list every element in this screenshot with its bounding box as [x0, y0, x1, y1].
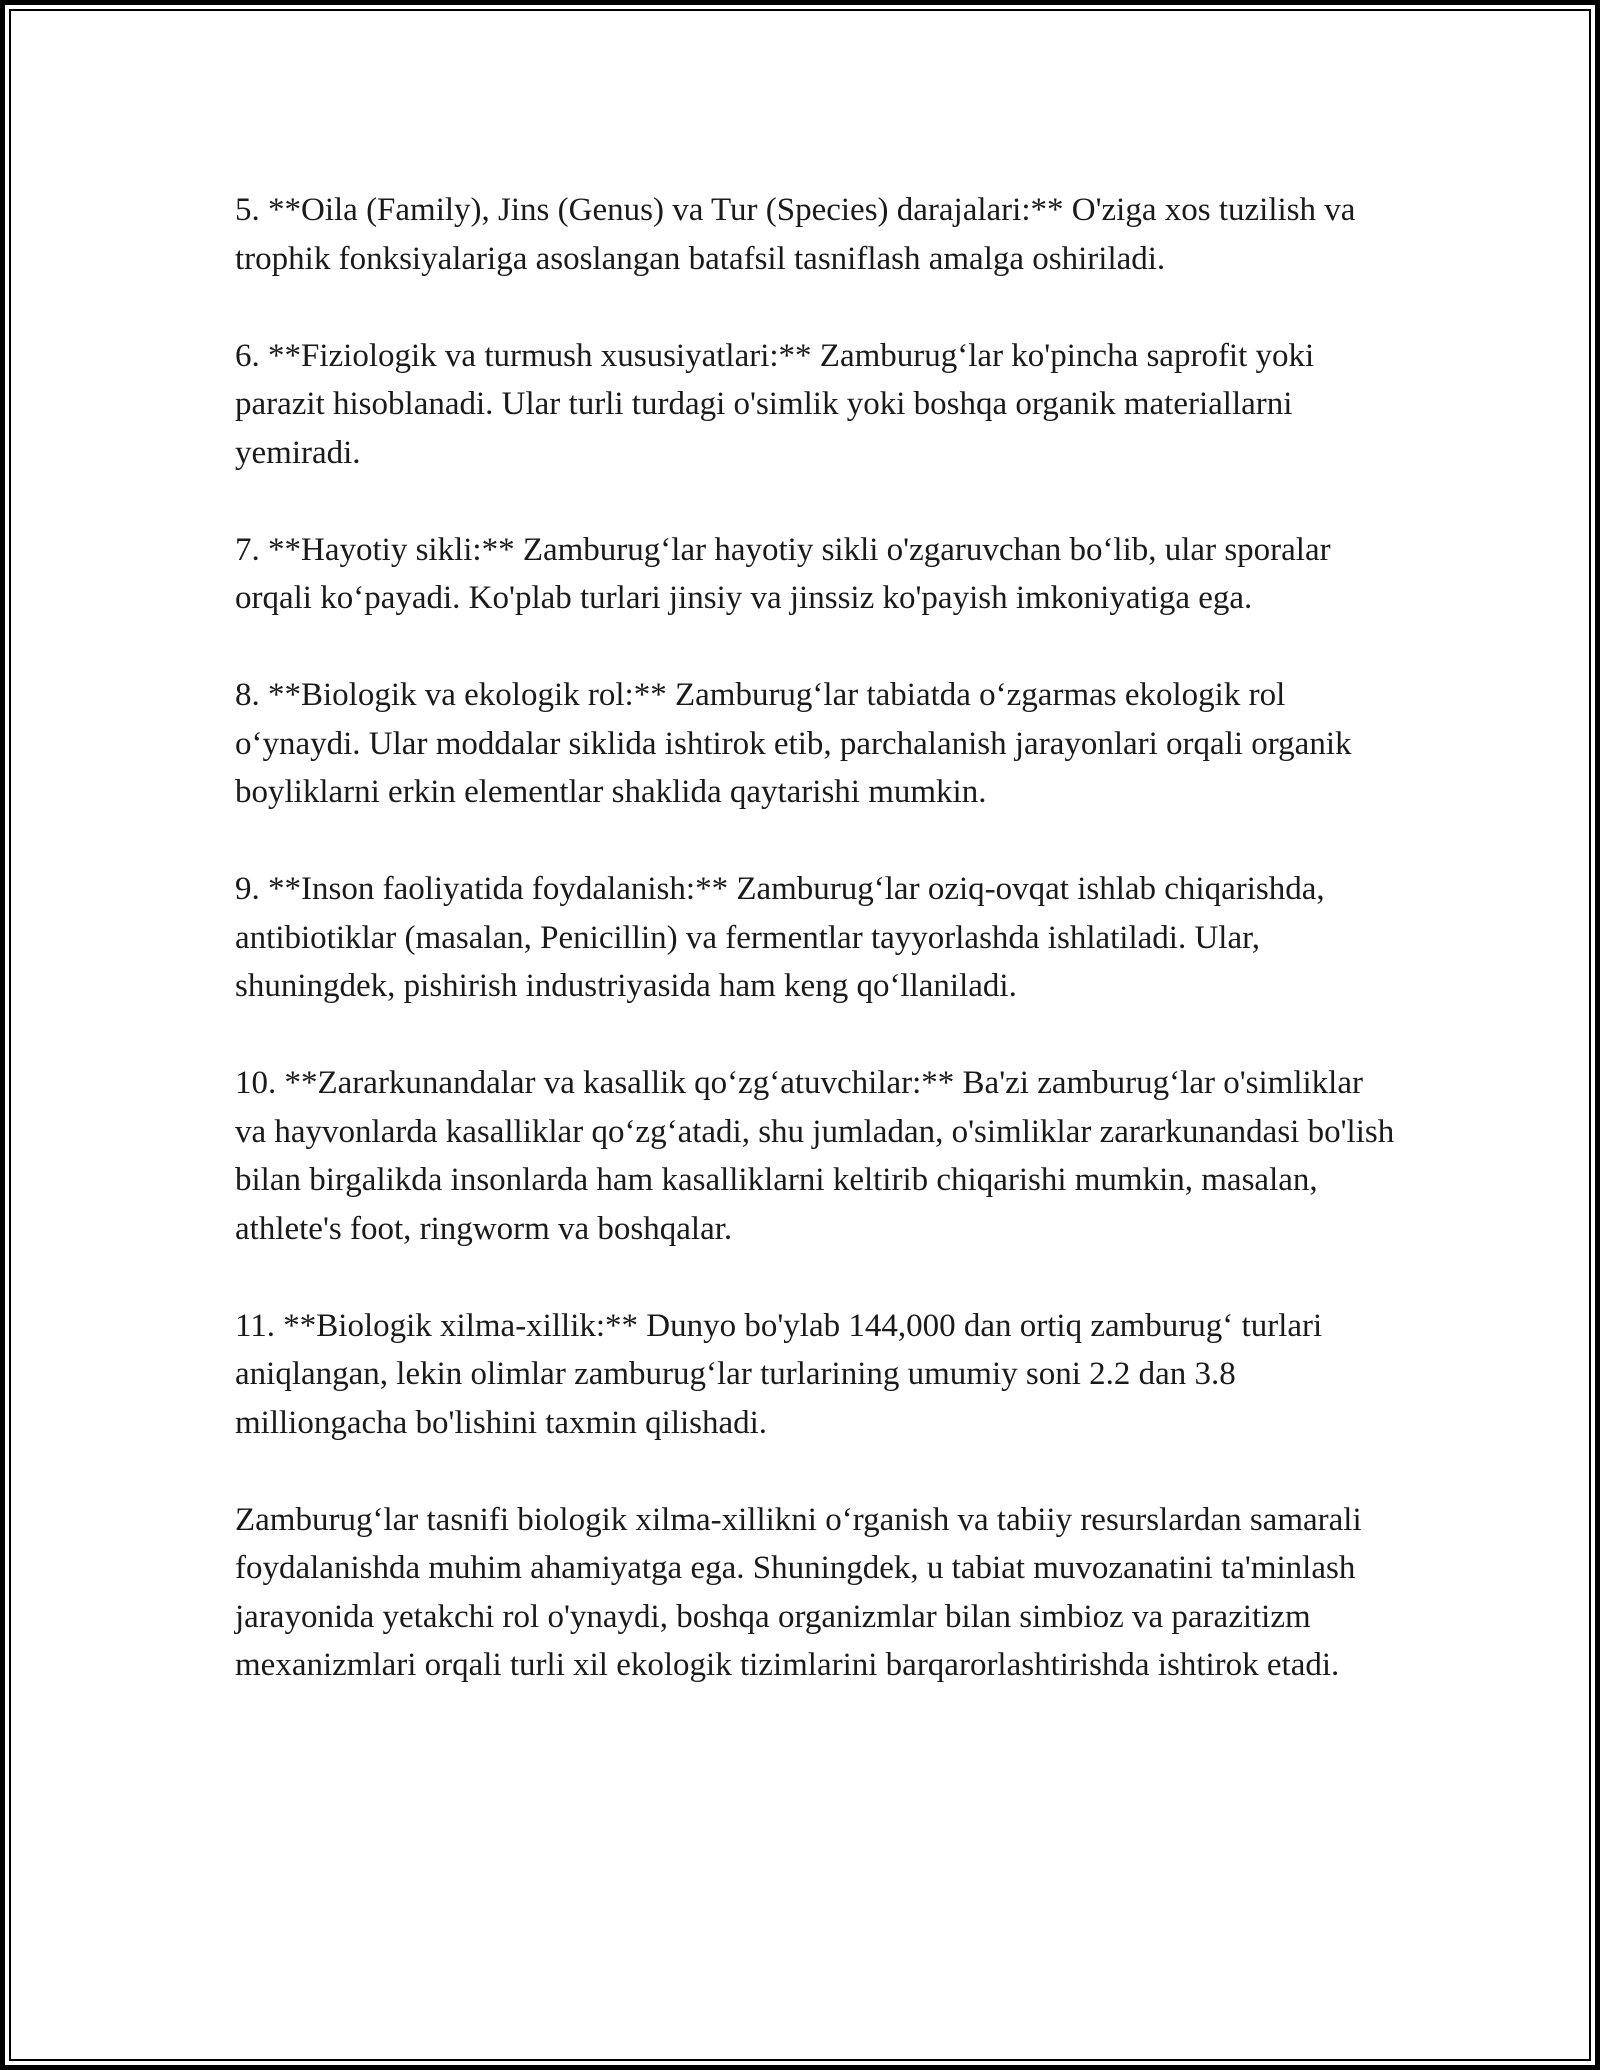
paragraph-family-genus-species: 5. **Oila (Family), Jins (Genus) va Tur (Species) darajalari:** O'ziga xos tuzilish va trophik fonksiyalariga asoslangan batafsil tasniflash amalga oshiriladi.	[235, 192, 1356, 277]
document-body	[235, 186, 1395, 1738]
paragraph-physiology: 6. **Fiziologik va turmush xususiyatlari:** Zamburug‘lar ko'pincha saprofit yoki parazit hisoblanadi. Ular turli turdagi o'simlik yoki boshqa organik materiallarni yemiradi.	[235, 337, 1315, 471]
paragraph-conclusion: Zamburug‘lar tasnifi biologik xilma-xillikni o‘rganish va tabiiy resurslardan samarali foydalanishda muhim ahamiyatga ega. Shuningdek, u tabiat muvozanatini ta'minlash jarayonida yetakchi rol o'ynaydi, boshqa organizmlar bilan simbioz va parazitizm mexanizmlari orqali turli xil ekologik tizimlarini barqarorlashtirishda ishtirok etadi.	[235, 1501, 1362, 1683]
paragraph-life-cycle: 7. **Hayotiy sikli:** Zamburug‘lar hayotiy sikli o'zgaruvchan bo‘lib, ular sporalar orqali ko‘payadi. Ko'plab turlari jinsiy va jinssiz ko'payish imkoniyatiga ega.	[235, 531, 1331, 616]
paragraph-pathogens: 10. **Zararkunandalar va kasallik qo‘zg‘atuvchilar:** Ba'zi zamburug‘lar o'simliklar va hayvonlarda kasalliklar qo‘zg‘atadi, shu jumladan, o'simliklar zararkunandasi bo'lish bilan birgalikda insonlarda ham kasalliklarni keltirib chiqarishi mumkin, masalan, athlete's foot, ringworm va boshqalar.	[235, 1065, 1395, 1247]
paragraph-biodiversity: 11. **Biologik xilma-xillik:** Dunyo bo'ylab 144,000 dan ortiq zamburug‘ turlari aniqlangan, lekin olimlar zamburug‘lar turlarining umumiy soni 2.2 dan 3.8 milliongacha bo'lishini taxmin qilishadi.	[235, 1307, 1323, 1441]
paragraph-human-use: 9. **Inson faoliyatida foydalanish:** Zamburug‘lar oziq-ovqat ishlab chiqarishda, antibiotiklar (masalan, Penicillin) va fermentlar tayyorlashda ishlatiladi. Ular, shuningdek, pishirish industriyasida ham keng qo‘llaniladi.	[235, 871, 1325, 1004]
paragraph-ecological-role: 8. **Biologik va ekologik rol:** Zamburug‘lar tabiatda o‘zgarmas ekologik rol o‘ynaydi. Ular moddalar siklida ishtirok etib, parchalanish jarayonlari orqali organik boyliklarni erkin elementlar shaklida qaytarishi mumkin.	[235, 677, 1352, 810]
